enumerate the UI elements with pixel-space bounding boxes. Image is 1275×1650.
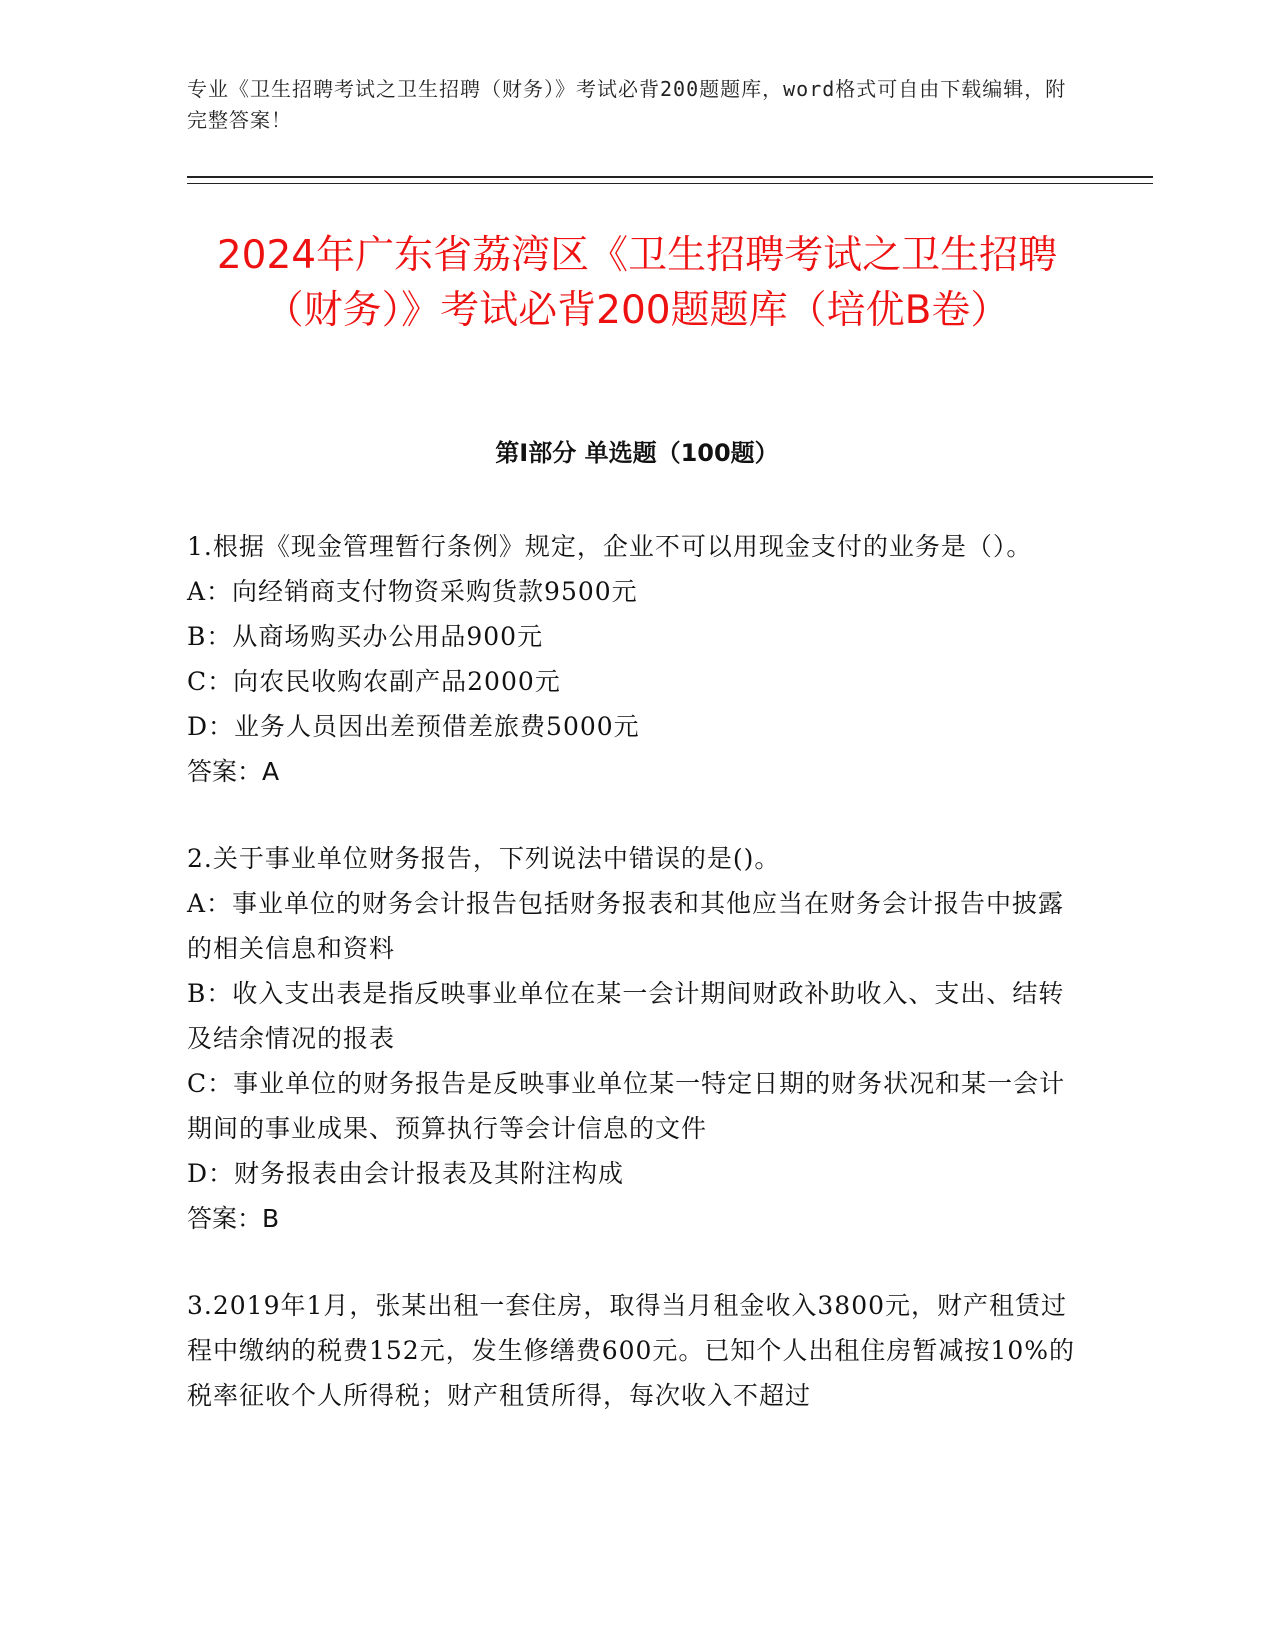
option-a: A：事业单位的财务会计报告包括财务报表和其他应当在财务会计报告中披露的相关信息和资料 [187, 889, 1065, 963]
option-c: C：事业单位的财务报告是反映事业单位某一特定日期的财务状况和某一会计期间的事业成果、预算执行等会计信息的文件 [187, 1069, 1066, 1143]
question-3 [187, 1283, 1087, 1418]
option-b: B：收入支出表是指反映事业单位在某一会计期间财政补助收入、支出、结转及结余情况的报表 [187, 979, 1065, 1053]
question-list [187, 524, 1087, 1460]
question-2 [187, 836, 1087, 1241]
option-b: B：从商场购买办公用品900元 [187, 622, 544, 651]
option-c: C：向农民收购农副产品2000元 [187, 667, 561, 696]
option-d: D：财务报表由会计报表及其附注构成 [187, 1159, 625, 1188]
answer-label: 答案：B [187, 1204, 280, 1233]
answer-label: 答案：A [187, 757, 280, 786]
document-title: 2024年广东省荔湾区《卫生招聘考试之卫生招聘（财务）》考试必背200题题库（培优B卷） [216, 233, 1058, 333]
option-d: D：业务人员因出差预借差旅费5000元 [187, 712, 640, 741]
header-note: 专业《卫生招聘考试之卫生招聘（财务）》考试必背200题题库，word格式可自由下载编辑，附完整答案！ [187, 77, 1067, 132]
header-divider-thick [187, 176, 1153, 178]
section-heading: 第I部分 单选题（100题） [495, 439, 779, 467]
question-stem: 2.关于事业单位财务报告，下列说法中错误的是()。 [187, 844, 781, 873]
option-a: A：向经销商支付物资采购货款9500元 [187, 577, 638, 606]
question-stem: 1.根据《现金管理暂行条例》规定，企业不可以用现金支付的业务是（）。 [187, 532, 1033, 561]
header-divider-thin [187, 183, 1153, 184]
question-1 [187, 524, 1087, 794]
question-stem: 3.2019年1月，张某出租一套住房，取得当月租金收入3800元，财产租赁过程中缴纳的税费152元，发生修缮费600元。已知个人出租住房暂减按10%的税率征收个人所得税；财产租赁所得，每次收入不超过 [187, 1291, 1076, 1410]
